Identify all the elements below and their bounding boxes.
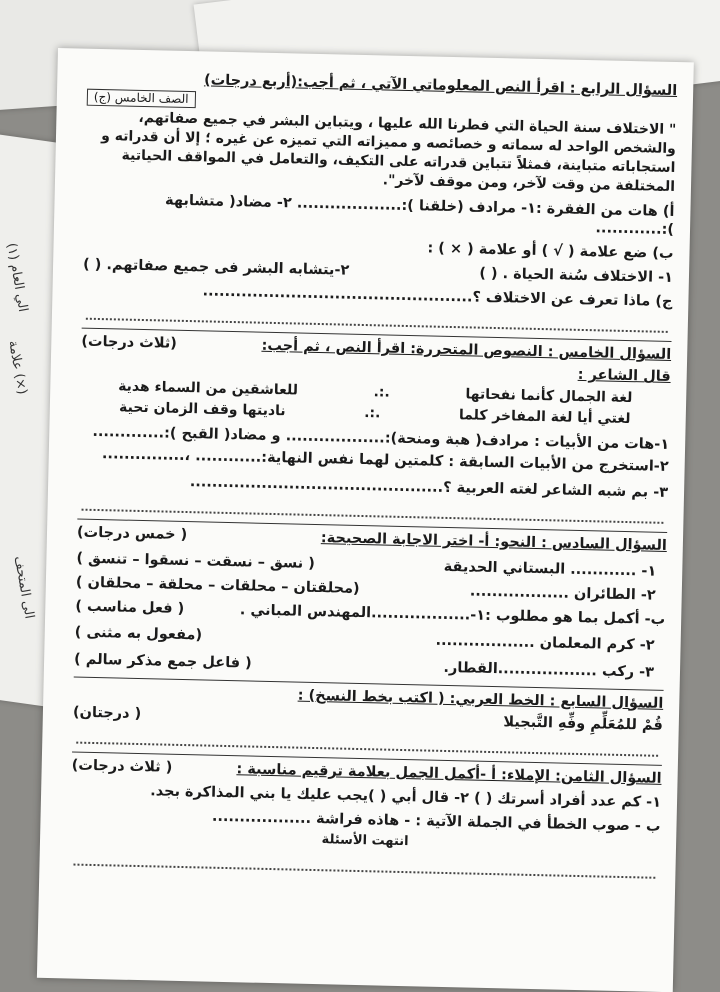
q8-marks: ( ثلاث درجات) xyxy=(71,757,173,776)
verse-1-first: لغة الجمال كأنما نفحاتها xyxy=(465,385,633,406)
background-text-1: الي العام (١) xyxy=(3,241,31,314)
q4-title: السؤال الرابع : اقرأ النص المعلوماتي الآتي ، ثم أجب:(أربع درجات) xyxy=(203,72,678,100)
q4-passage: " الاختلاف سنة الحياة التي فطرنا الله عليها ، ويتباين البشر في جميع صفاتهم، والشخص الواحد له سماته و خصائصه و مميزاته التي تميزه عن غيره ؛ إلا أن قدراته و استجاباته متباينة، فمثلاً تتباين قدراته على التكيف، والتعامل في المواقف الحياتية المختلفة من وقت لآخر، ومن موقف لآخر". xyxy=(101,109,677,195)
q8-title: السؤال الثامن: الإملاء: أ -أكمل الجمل بعلامة ترقيم مناسبة : xyxy=(236,761,662,787)
q6-b2: ٢- كرم المعلمان .................. xyxy=(435,633,655,655)
q4-a: أ) هات من الفقرة :١- مرادف (خلقنا ):................... ٢- مضاد( متشابهة ):............ xyxy=(164,192,675,238)
exam-end-note: انتهت الأسئلة xyxy=(321,832,409,850)
q6-item-2-options: (محلقتان – محلقات – محلقة – محلقان ) xyxy=(75,574,360,598)
q8-b: ب - صوب الخطأ في الجملة الآتية : - هاذه فراشة .................. xyxy=(211,808,661,836)
q5-poet: قال الشاعر : xyxy=(577,367,671,386)
q6-b3: ٣- ركب ..................القطار. xyxy=(443,659,655,681)
background-text-2: علامة (×) xyxy=(5,339,30,396)
exam-sheet xyxy=(37,48,694,992)
grade-label: الصف الخامس (ج) xyxy=(87,89,196,108)
q5-q3: ٣- بم شبه الشاعر لغته العربية ؟.............................................. xyxy=(189,473,669,501)
q5-q1: ١-هات من الأبيات : مرادف( هبة ومنحة):.................. و مضاد( القبح ):............. xyxy=(92,423,670,453)
q5-q2: ٢-استخرج من الأبيات السابقة : كلمتين لهما نفس النهاية:............ ،............... xyxy=(101,445,669,475)
verse-2-first: لغتي أيا لغة المفاخر كلما xyxy=(458,407,631,428)
verse-2-second: ناديتها وقف الزمان تحية xyxy=(118,399,286,420)
q6-b1-hint: ( فعل مناسب ) xyxy=(75,598,185,618)
q4-c: ج) ماذا تعرف عن الاختلاف ؟................................................. xyxy=(202,283,673,311)
exam-content: السؤال الرابع : اقرأ النص المعلوماتي الآتي ، ثم أجب:(أربع درجات) الصف الخامس (ج) " الاختلاف سنة الحياة التي فطرنا الله عليها ، ويتباين البشر في جميع صفاتهم، والشخص الواحد له سماته و خصائصه و مميزاته التي تميزه عن غيره ؛ إلا أن قدراته و استجاباته متباينة، فمثلاً تتباين قدراته على التكيف، والتعامل في المواقف الحياتية المختلفة من وقت لآخر، ومن موقف لآخر". أ) هات من الفقرة :١- مرادف (خلقنا ):................... ٢- مضاد( متشابهة ):............ ب) ضع علامة ( √ ) أو علامة ( × ) : ١- الاختلاف سُنة الحياة . ( ) ٢-يتشابه البشر فى جميع صفاتهم. ( ) ج) ماذا تعرف عن الاختلاف ؟................................................. السؤال الخامس : النصوص المتحررة: اقرأ النص ، ثم أجب: (ثلاث درجات) قال الشاعر : لغة الجمال كأنما نفحاتها .:. للعاشقين من السماء هدية لغتي أيا لغة المفاخر كلما .:. ناديتها وقف الزمان تحية ١-هات من الأبيات : مرادف( هبة ومنحة):.................. و مضاد( القبح ):............. ٢-استخرج من الأبيات السابقة : كلمتين لهما نفس النهاية:............ ،............... ٣- بم شبه الشاعر لغته العربية ؟.............................................. السؤال السادس : النحو: أ- اختر الاجابة الصحيحة: ( خمس درجات) ١- ............ البستاني الحديقة ( نسق – نسقت – نسقوا – تنسق ) ٢- الطائران .................. (محلقتان – محلقات – محلقة – محلقان ) ب- أكمل بما هو مطلوب :١-..................المهندس المباني . ( فعل مناسب ) ٢- كرم المعلمان .................. (مفعول به مثنى ) ٣- ركب ..................القطار. ( فاعل جمع مذكر سالم ) السؤال السابع : الخط العربي: ( اكتب بخط النسخ) : قُمْ للمُعَلِّمِ وفِّهِ التَّبجيلا ( درجتان) السؤال الثامن: الإملاء: أ -أكمل الجمل بعلامة ترقيم مناسبة : ( ثلاث درجات) ١- كم عدد أفراد أسرتك ( ) ٢- قال أبي ( )يجب عليك يا بني المذاكرة بجد. ب - صوب الخطأ في الجملة الآتية : - هاذه فراشة .................. انتهت الأسئلة xyxy=(69,67,677,883)
q6-b2-hint: (مفعول به مثنى ) xyxy=(74,624,203,644)
q4-b2: ٢-يتشابه البشر فى جميع صفاتهم. ( ) xyxy=(82,256,350,279)
q6-b3-hint: ( فاعل جمع مذكر سالم ) xyxy=(73,651,252,672)
q6-marks: ( خمس درجات) xyxy=(76,524,188,543)
q5-title: السؤال الخامس : النصوص المتحررة: اقرأ النص ، ثم أجب: xyxy=(261,338,672,364)
q6-item-2: ٢- الطائران .................. xyxy=(469,583,656,604)
q5-marks: (ثلاث درجات) xyxy=(81,333,178,353)
q7-line: قُمْ للمُعَلِّمِ وفِّهِ التَّبجيلا xyxy=(503,714,663,734)
verse-1-second: للعاشقين من السماء هدية xyxy=(117,378,299,399)
q6-item-1-options: ( نسق – نسقت – نسقوا – تنسق ) xyxy=(76,550,316,573)
background-text-3: الى المتحف xyxy=(10,554,37,621)
q6-b: ب- أكمل بما هو مطلوب :١-..................المهندس المباني . xyxy=(239,602,666,629)
q7-marks: ( درجتان) xyxy=(72,704,142,722)
q4-b1: ١- الاختلاف سُنة الحياة . ( ) xyxy=(479,265,674,287)
q7-title: السؤال السابع : الخط العربي: ( اكتب بخط النسخ) : xyxy=(297,687,664,712)
q8-a: ١- كم عدد أفراد أسرتك ( ) ٢- قال أبي ( )يجب عليك يا بني المذاكرة بجد. xyxy=(150,783,662,811)
q6-title: السؤال السادس : النحو: أ- اختر الاجابة الصحيحة: xyxy=(320,530,668,554)
q4-b: ب) ضع علامة ( √ ) أو علامة ( × ) : xyxy=(427,240,674,262)
q6-item-1: ١- ............ البستاني الحديقة xyxy=(443,558,657,580)
